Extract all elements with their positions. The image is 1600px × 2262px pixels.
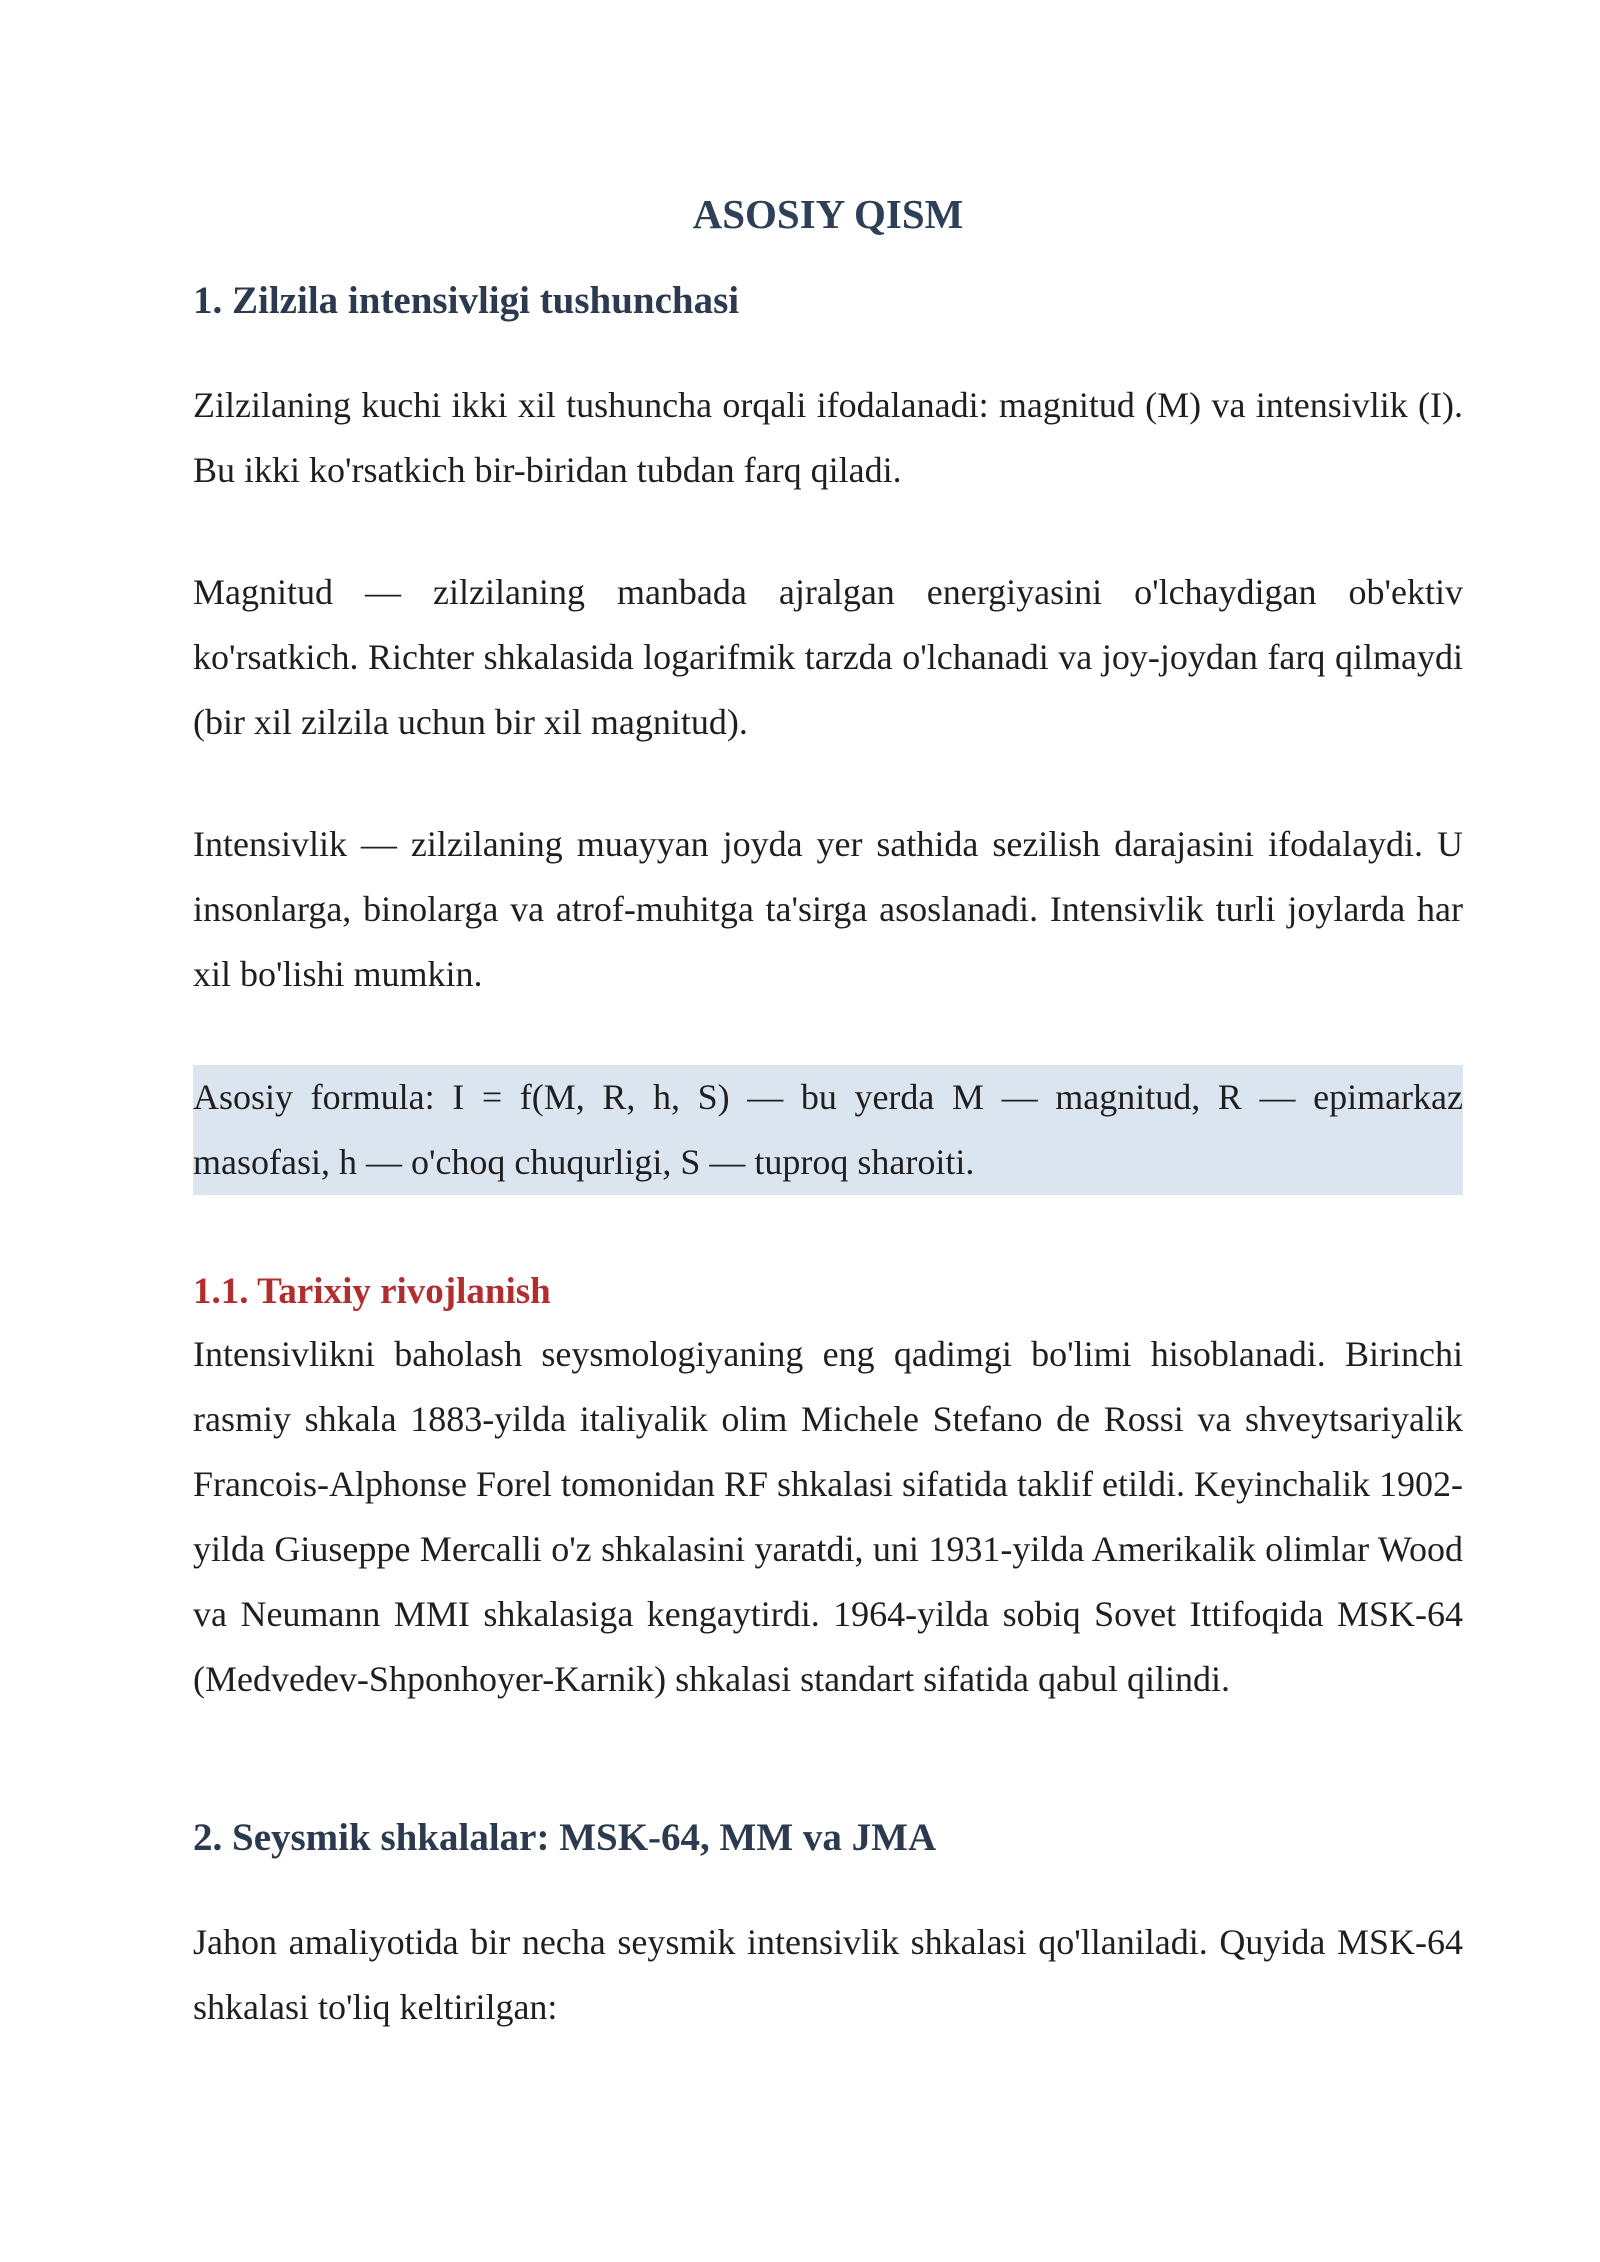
section-1-1-paragraph: Intensivlikni baholash seysmologiyaning eng qadimgi bo'limi hisoblanadi. Birinchi rasmiy shkala 1883-yilda italiyalik olim Michele Stefano de Rossi va shveytsariyalik Francois-Alphonse Forel tomonidan RF shkalasi sifatida taklif etildi. Keyinchalik 1902-yilda Giuseppe Mercalli o'z shkalasini yaratdi, uni 1931-yilda Amerikalik olimlar Wood va Neumann MMI shkalasiga kengaytirdi. 1964-yilda sobiq Sovet Ittifoqida MSK-64 (Medvedev-Shponhoyer-Karnik) shkalasi standart sifatida qabul qilindi. <box>193 1334 1463 1699</box>
page-title: ASOSIY QISM <box>692 191 964 237</box>
formula-highlight-box <box>193 1065 1463 1195</box>
section-1-paragraph-1: Zilzilaning kuchi ikki xil tushuncha orqali ifodalanadi: magnitud (M) va intensivlik (I). Bu ikki ko'rsatkich bir-biridan tubdan farq qiladi. <box>193 385 1463 490</box>
section-1-1-heading: 1.1. Tarixiy rivojlanish <box>193 1271 551 1312</box>
formula-text: Asosiy formula: I = f(M, R, h, S) — bu yerda M — magnitud, R — epimarkaz masofasi, h — o'choq chuqurligi, S — tuproq sharoiti. <box>193 1077 1463 1182</box>
section-1-paragraph-3: Intensivlik — zilzilaning muayyan joyda yer sathida sezilish darajasini ifodalaydi. U insonlarga, binolarga va atrof-muhitga ta'sirga asoslanadi. Intensivlik turli joylarda har xil bo'lishi mumkin. <box>193 824 1463 994</box>
section-1-paragraph-2: Magnitud — zilzilaning manbada ajralgan energiyasini o'lchaydigan ob'ektiv ko'rsatkich. Richter shkalasida logarifmik tarzda o'lchanadi va joy-joydan farq qilmaydi (bir xil zilzila uchun bir xil magnitud). <box>193 572 1463 742</box>
section-2-paragraph: Jahon amaliyotida bir necha seysmik intensivlik shkalasi qo'llaniladi. Quyida MSK-64 shkalasi to'liq keltirilgan: <box>193 1922 1463 2027</box>
section-2-heading: 2. Seysmik shkalalar: MSK-64, MM va JMA <box>193 1816 937 1859</box>
section-1-heading: 1. Zilzila intensivligi tushunchasi <box>193 279 740 322</box>
